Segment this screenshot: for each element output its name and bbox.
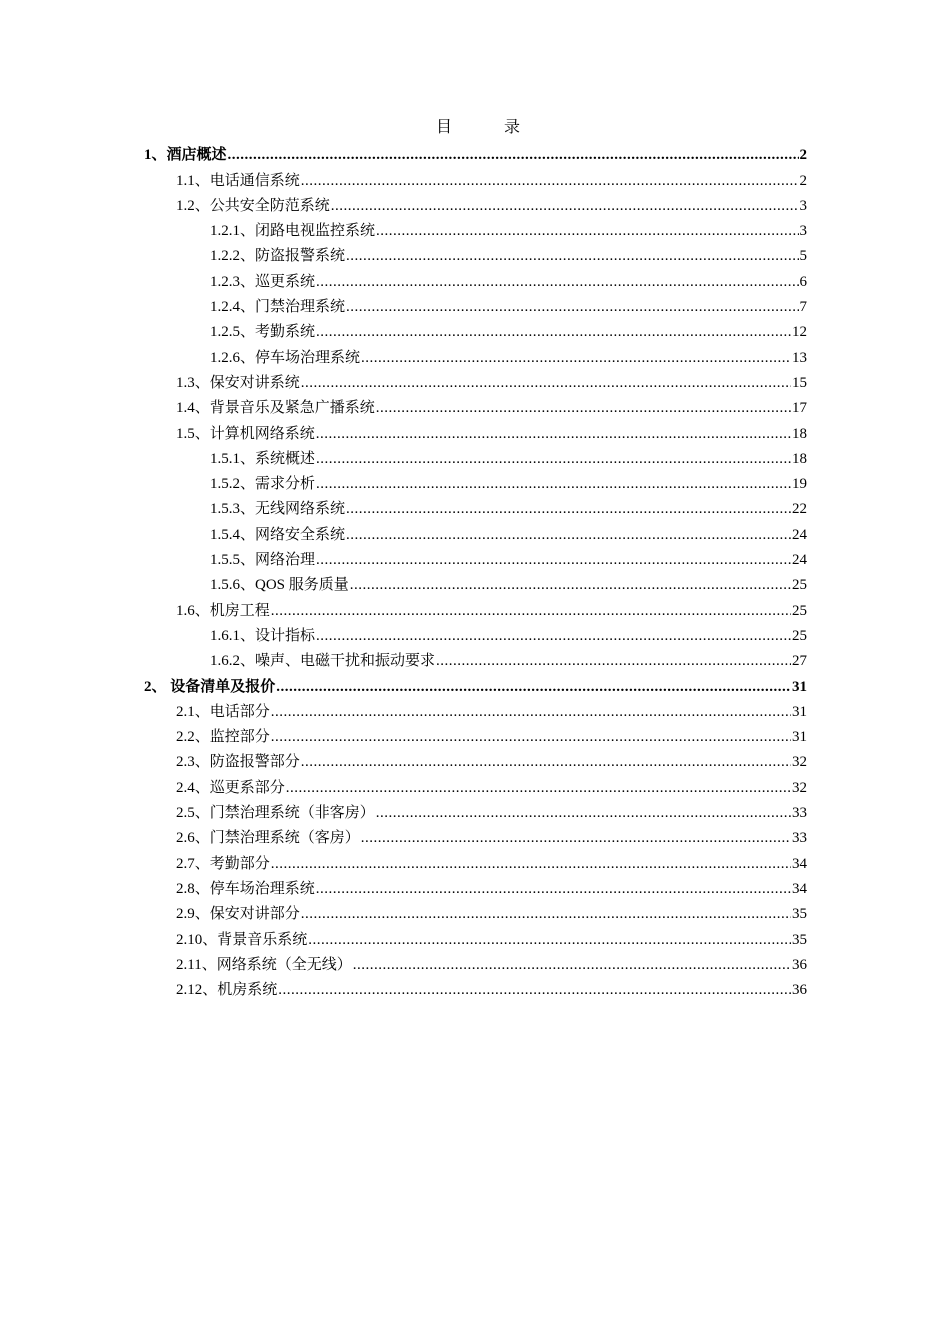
toc-entry-page-number: 31 (792, 703, 807, 720)
toc-entry-label: 2.11、网络系统（全无线） (176, 956, 352, 973)
toc-dot-leader (376, 803, 791, 823)
toc-entry[interactable] (144, 393, 807, 418)
toc-entry-page-number: 7 (799, 299, 807, 316)
toc-entry-label: 2.9、保安对讲部分 (176, 906, 300, 923)
toc-entry[interactable] (144, 418, 807, 443)
toc-entry-page-number: 25 (792, 602, 807, 619)
toc-entry-label: 2.10、背景音乐系统 (176, 931, 308, 948)
toc-dot-leader (346, 525, 791, 545)
toc-entry-page-number: 31 (792, 729, 807, 746)
toc-entry[interactable] (144, 595, 807, 620)
toc-entry-label: 2.8、停车场治理系统 (176, 880, 315, 897)
toc-entry-label: 1.1、电话通信系统 (176, 172, 300, 189)
toc-entry[interactable] (144, 899, 807, 924)
toc-entry[interactable] (144, 924, 807, 949)
toc-entry-page-number: 33 (792, 805, 807, 822)
toc-dot-leader (271, 727, 791, 747)
toc-entry-label: 1.2.4、门禁治理系统 (210, 299, 346, 316)
toc-entry-page-number: 27 (792, 653, 807, 670)
toc-entry[interactable] (144, 545, 807, 570)
toc-entry-label: 1.6.2、噪声、电磁干扰和振动要求 (210, 653, 436, 670)
toc-dot-leader (301, 171, 799, 191)
toc-entry[interactable] (144, 646, 807, 671)
toc-entry-label: 1.2.3、巡更系统 (210, 273, 316, 290)
toc-entry-page-number: 6 (799, 273, 807, 290)
toc-entry-label: 1.6.1、设计指标 (210, 627, 316, 644)
toc-dot-leader (346, 499, 791, 519)
toc-dot-leader (286, 778, 791, 798)
toc-entry-page-number: 34 (792, 855, 807, 872)
toc-dot-leader (316, 474, 791, 494)
toc-entry-label: 1.5、计算机网络系统 (176, 425, 315, 442)
toc-dot-leader (228, 145, 799, 165)
toc-entry-page-number: 18 (792, 425, 807, 442)
toc-entry[interactable] (144, 697, 807, 722)
toc-entry[interactable] (144, 772, 807, 797)
toc-entry-label: 1.5.4、网络安全系统 (210, 526, 346, 543)
toc-entry-label: 1.2、公共安全防范系统 (176, 197, 330, 214)
toc-entry-page-number: 25 (792, 627, 807, 644)
toc-dot-leader (436, 651, 791, 671)
toc-dot-leader (316, 322, 791, 342)
toc-entry-label: 1、酒店概述 (144, 147, 227, 164)
toc-entry-label: 1.4、背景音乐及紧急广播系统 (176, 400, 375, 417)
toc-entry-label: 1.2.2、防盗报警系统 (210, 248, 346, 265)
toc-entry-label: 1.6、机房工程 (176, 602, 270, 619)
toc-entry[interactable] (144, 823, 807, 848)
toc-entry-label: 2.5、门禁治理系统（非客房） (176, 805, 375, 822)
toc-entry-label: 1.2.1、闭路电视监控系统 (210, 223, 376, 240)
toc-entry-page-number: 32 (792, 779, 807, 796)
toc-dot-leader (316, 879, 791, 899)
toc-dot-leader (316, 424, 791, 444)
toc-entry-page-number: 34 (792, 880, 807, 897)
toc-entry[interactable] (144, 494, 807, 519)
toc-entry-page-number: 31 (792, 678, 807, 695)
toc-dot-leader (376, 221, 798, 241)
toc-entry-page-number: 35 (792, 906, 807, 923)
toc-entry-page-number: 36 (792, 982, 807, 999)
toc-dot-leader (316, 272, 798, 292)
toc-entry-label: 1.2.5、考勤系统 (210, 324, 316, 341)
toc-entry-page-number: 35 (792, 931, 807, 948)
toc-entry[interactable] (144, 241, 807, 266)
toc-entry[interactable] (144, 266, 807, 291)
toc-entry-label: 1.5.3、无线网络系统 (210, 501, 346, 518)
toc-entry-label: 1.5.1、系统概述 (210, 450, 316, 467)
table-of-contents (144, 140, 807, 1000)
toc-dot-leader (316, 626, 791, 646)
toc-entry[interactable] (144, 191, 807, 216)
toc-entry-page-number: 13 (792, 349, 807, 366)
toc-entry-label: 2.2、监控部分 (176, 729, 270, 746)
toc-entry-label: 1.2.6、停车场治理系统 (210, 349, 361, 366)
toc-dot-leader (301, 373, 791, 393)
toc-entry-label: 2.12、机房系统 (176, 982, 278, 999)
toc-dot-leader (316, 449, 791, 469)
toc-entry-page-number: 2 (799, 172, 807, 189)
toc-entry[interactable] (144, 798, 807, 823)
toc-dot-leader (301, 752, 791, 772)
toc-entry-page-number: 5 (799, 248, 807, 265)
toc-entry[interactable] (144, 342, 807, 367)
toc-entry-page-number: 3 (799, 223, 807, 240)
toc-entry-label: 1.5.6、QOS 服务质量 (210, 577, 349, 594)
toc-dot-leader (361, 828, 791, 848)
toc-dot-leader (278, 980, 791, 1000)
toc-entry[interactable] (144, 975, 807, 1000)
toc-entry[interactable] (144, 165, 807, 190)
toc-dot-leader (271, 601, 791, 621)
toc-dot-leader (316, 550, 791, 570)
toc-entry-label: 2.3、防盗报警部分 (176, 754, 300, 771)
toc-dot-leader (353, 955, 791, 975)
toc-entry-label: 1.3、保安对讲系统 (176, 374, 300, 391)
toc-entry-page-number: 25 (792, 577, 807, 594)
toc-entry-label: 1.5.2、需求分析 (210, 476, 316, 493)
toc-entry-page-number: 33 (792, 830, 807, 847)
toc-entry[interactable] (144, 671, 807, 696)
toc-entry[interactable] (144, 722, 807, 747)
toc-entry-page-number: 12 (792, 324, 807, 341)
toc-entry[interactable] (144, 292, 807, 317)
toc-entry[interactable] (144, 519, 807, 544)
toc-entry[interactable] (144, 317, 807, 342)
toc-entry[interactable] (144, 444, 807, 469)
toc-dot-leader (308, 930, 791, 950)
toc-dot-leader (376, 398, 791, 418)
toc-entry-page-number: 22 (792, 501, 807, 518)
toc-entry[interactable] (144, 874, 807, 899)
toc-entry[interactable] (144, 140, 807, 165)
toc-dot-leader (276, 677, 791, 697)
toc-entry-page-number: 24 (792, 552, 807, 569)
toc-entry-label: 2、 设备清单及报价 (144, 678, 276, 695)
toc-dot-leader (350, 575, 791, 595)
toc-dot-leader (271, 702, 791, 722)
toc-entry-page-number: 2 (799, 147, 807, 164)
toc-entry-page-number: 3 (799, 197, 807, 214)
toc-entry[interactable] (144, 570, 807, 595)
toc-entry[interactable] (144, 216, 807, 241)
toc-dot-leader (271, 854, 791, 874)
toc-entry-page-number: 18 (792, 450, 807, 467)
toc-title: 目 录 (435, 119, 538, 136)
toc-dot-leader (346, 246, 798, 266)
toc-entry[interactable] (144, 469, 807, 494)
toc-entry[interactable] (144, 747, 807, 772)
toc-entry-page-number: 19 (792, 476, 807, 493)
toc-entry-page-number: 17 (792, 400, 807, 417)
toc-entry[interactable] (144, 950, 807, 975)
toc-entry-label: 2.1、电话部分 (176, 703, 270, 720)
toc-entry-label: 2.7、考勤部分 (176, 855, 270, 872)
toc-entry-page-number: 32 (792, 754, 807, 771)
toc-entry[interactable] (144, 848, 807, 873)
toc-entry-page-number: 36 (792, 956, 807, 973)
toc-dot-leader (346, 297, 798, 317)
toc-dot-leader (361, 348, 791, 368)
toc-entry-page-number: 24 (792, 526, 807, 543)
toc-dot-leader (301, 904, 791, 924)
toc-entry[interactable] (144, 368, 807, 393)
toc-entry-page-number: 15 (792, 374, 807, 391)
toc-entry-label: 2.4、巡更系部分 (176, 779, 285, 796)
toc-entry-label: 2.6、门禁治理系统（客房） (176, 830, 360, 847)
toc-entry[interactable] (144, 621, 807, 646)
toc-entry-label: 1.5.5、网络治理 (210, 552, 316, 569)
toc-dot-leader (331, 196, 799, 216)
